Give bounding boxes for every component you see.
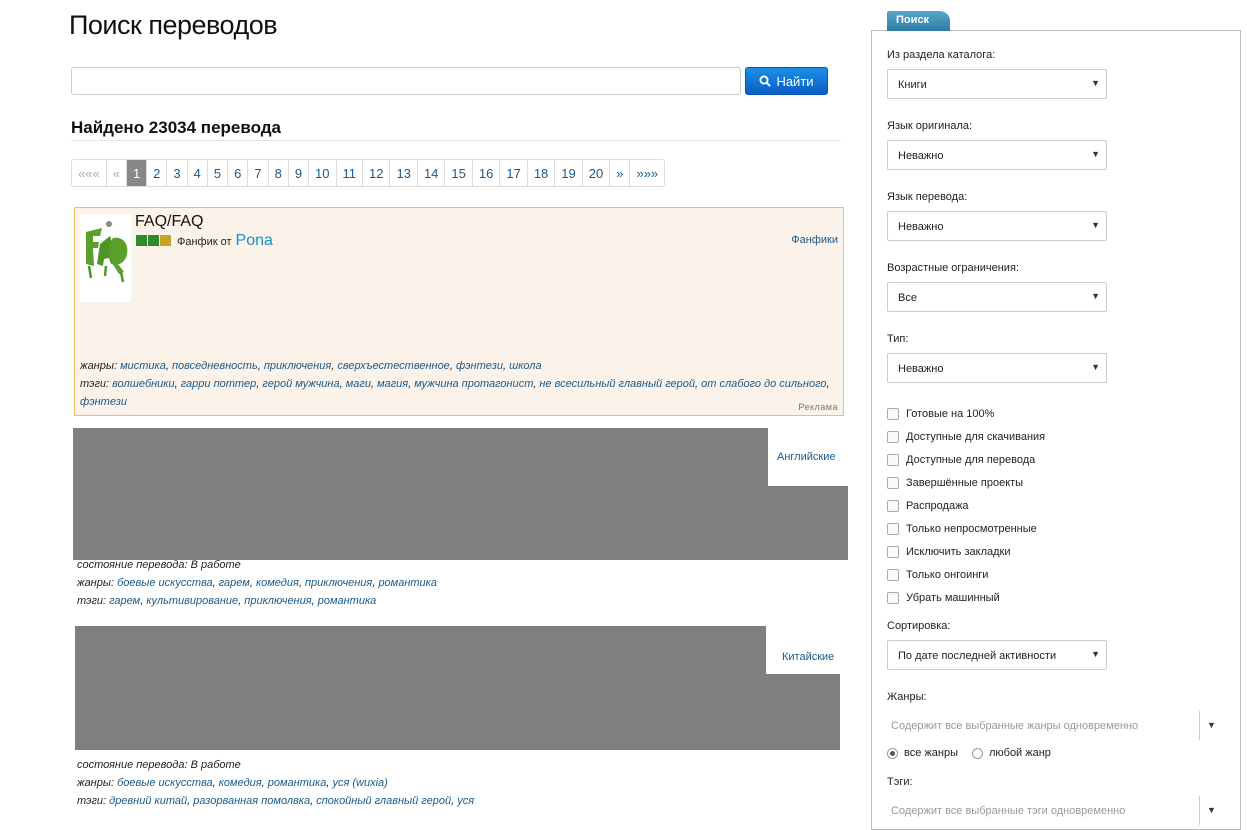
tag-link[interactable]: гарем	[218, 577, 250, 589]
orig-lang-label: Язык оригинала:	[887, 120, 973, 132]
tag-link[interactable]: волшебники	[112, 378, 175, 390]
page-link[interactable]: 18	[527, 160, 554, 186]
result-cover-placeholder	[768, 486, 848, 560]
filter-checkbox[interactable]	[887, 500, 969, 512]
result-category-link[interactable]: Английские	[777, 451, 836, 463]
search-button[interactable]	[745, 67, 828, 95]
checkbox-label[interactable]: Завершённые проекты	[906, 477, 1024, 489]
tag-link[interactable]: комедия	[255, 577, 299, 589]
filter-checkbox[interactable]	[887, 523, 1037, 535]
checkbox[interactable]	[887, 546, 899, 558]
page-link[interactable]: 8	[268, 160, 288, 186]
page-link[interactable]: 5	[207, 160, 227, 186]
age-label: Возрастные ограничения:	[887, 262, 1019, 274]
status-line: состояние перевода: В работе	[77, 559, 241, 571]
tag-link[interactable]: фэнтези	[455, 360, 503, 372]
tag-link[interactable]: приключения	[263, 360, 332, 372]
page-link[interactable]: »»»	[629, 160, 664, 186]
trans-lang-select[interactable]: Неважно ▼	[887, 211, 1107, 241]
author-link[interactable]: Pona	[235, 232, 273, 249]
checkbox[interactable]	[887, 569, 899, 581]
search-input[interactable]	[71, 67, 741, 95]
checkbox[interactable]	[887, 500, 899, 512]
result-cover-placeholder[interactable]	[73, 428, 768, 560]
category-link[interactable]: Фанфики	[791, 234, 838, 246]
filter-checkbox[interactable]	[887, 477, 1023, 489]
checkbox-label[interactable]: Доступные для перевода	[906, 454, 1036, 466]
tag-link[interactable]: приключения	[244, 595, 312, 607]
author-line	[177, 232, 273, 250]
by-label: Фанфик от	[177, 236, 232, 248]
page-link[interactable]: 4	[187, 160, 207, 186]
tag-link[interactable]: повседневность	[171, 360, 258, 372]
featured-title[interactable]: FAQ/FAQ	[135, 213, 204, 230]
page-link[interactable]: 11	[336, 160, 363, 186]
result-meta	[77, 756, 837, 810]
page-link[interactable]: 7	[247, 160, 267, 186]
result-cover-placeholder	[766, 674, 840, 750]
dropdown-arrow-icon: ▼	[1091, 78, 1100, 88]
result-cover-placeholder[interactable]	[75, 626, 766, 750]
page-link[interactable]: 19	[554, 160, 581, 186]
genres-line: жанры: боевые искусства, гарем, комедия, приключения, романтика	[77, 577, 437, 589]
tag-link[interactable]: мужчина протагонист	[414, 378, 534, 390]
tag-link[interactable]: древний китай	[109, 795, 188, 807]
dropdown-arrow-icon[interactable]: ▼	[1207, 720, 1216, 730]
trans-lang-label: Язык перевода:	[887, 191, 968, 203]
dropdown-arrow-icon: ▼	[1091, 220, 1100, 230]
featured-card[interactable]	[74, 207, 844, 416]
radio-all-genres[interactable]	[887, 748, 898, 759]
tag-link[interactable]: от слабого до сильного	[701, 378, 827, 390]
checkbox[interactable]	[887, 454, 899, 466]
tag-link[interactable]: романтика	[317, 595, 377, 607]
tag-link[interactable]: герой мужчина	[262, 378, 340, 390]
page-link[interactable]: 3	[166, 160, 186, 186]
search-button-label: Найти	[776, 73, 814, 89]
tag-link[interactable]: школа	[509, 360, 542, 372]
result-category-link[interactable]: Китайские	[782, 651, 835, 663]
download-icon	[148, 235, 159, 246]
tag-link[interactable]: романтика	[267, 777, 327, 789]
tag-link[interactable]: комедия	[218, 777, 262, 789]
tag-link[interactable]: магия	[377, 378, 409, 390]
tag-link[interactable]: уся	[457, 795, 475, 807]
page-link[interactable]: 2	[146, 160, 166, 186]
tag-link[interactable]: гарем	[109, 595, 141, 607]
catalog-label: Из раздела каталога:	[887, 49, 996, 61]
tag-link[interactable]: боевые искусства	[117, 577, 213, 589]
tag-link[interactable]: боевые искусства	[117, 777, 213, 789]
ad-label: Реклама	[798, 402, 838, 412]
tag-link[interactable]: не всесильный главный герой	[539, 378, 695, 390]
page-link[interactable]: 17	[499, 160, 526, 186]
checkbox[interactable]	[887, 408, 899, 420]
translate-icon	[160, 235, 171, 246]
checkbox-label[interactable]: Только онгоинги	[906, 569, 989, 581]
tag-link[interactable]: гарри поттер	[180, 378, 257, 390]
tag-link[interactable]: разорванная помолвка	[193, 795, 311, 807]
filter-checkbox[interactable]	[887, 408, 994, 420]
tags-label: Тэги:	[887, 776, 913, 788]
page-link[interactable]: 13	[389, 160, 416, 186]
filter-checkbox[interactable]	[887, 431, 1045, 443]
tab-search[interactable]: Поиск	[887, 11, 950, 31]
tags-multiselect[interactable]	[887, 795, 1219, 826]
page-link[interactable]: «	[106, 160, 126, 186]
page-link[interactable]: 6	[227, 160, 247, 186]
filter-checkbox[interactable]	[887, 569, 988, 581]
radio-any-genre[interactable]	[972, 748, 983, 759]
tag-link[interactable]: спокойный главный герой	[316, 795, 452, 807]
page-link[interactable]: »	[609, 160, 629, 186]
sort-label: Сортировка:	[887, 620, 951, 632]
page-link[interactable]: 10	[308, 160, 335, 186]
cover-image[interactable]	[80, 214, 131, 302]
radio-all-genres-label[interactable]: все жанры	[904, 747, 958, 759]
result-meta	[77, 556, 837, 610]
tags-placeholder: Содержит все выбранные тэги одновременно	[891, 805, 1126, 817]
catalog-select[interactable]: Книги ▼	[887, 69, 1107, 99]
radio-any-genre-label[interactable]: любой жанр	[988, 747, 1051, 759]
filter-checkbox[interactable]	[887, 592, 1000, 604]
tag-link[interactable]: романтика	[378, 577, 437, 589]
checkbox-label[interactable]: Убрать машинный	[906, 592, 1000, 604]
tags-line: тэги: гарем, культивирование, приключения, романтика	[77, 595, 377, 607]
checkbox[interactable]	[887, 523, 899, 535]
page-link[interactable]: 15	[444, 160, 471, 186]
page-link[interactable]: 14	[417, 160, 444, 186]
dropdown-arrow-icon[interactable]: ▼	[1207, 805, 1216, 815]
genres-placeholder: Содержит все выбранные жанры одновременно	[891, 720, 1139, 732]
tag-link[interactable]: культивирование	[146, 595, 239, 607]
dropdown-arrow-icon: ▼	[1091, 649, 1100, 659]
page-link[interactable]: «««	[78, 165, 100, 181]
filter-checkbox[interactable]	[887, 454, 1035, 466]
checkbox-label[interactable]: Исключить закладки	[906, 546, 1011, 558]
filter-checkbox[interactable]	[887, 546, 1010, 558]
tags-line: тэги: волшебники, гарри поттер, герой мужчина, маги, магия, мужчина протагонист, не всесильный главный герой, от слабого до сильного, фэнтези	[80, 378, 830, 408]
checkbox-label[interactable]: Распродажа	[906, 500, 969, 512]
checkbox-label[interactable]: Готовые на 100%	[906, 408, 995, 420]
page-link[interactable]: 20	[582, 160, 609, 186]
checkbox[interactable]	[887, 431, 899, 443]
dropdown-arrow-icon: ▼	[1091, 291, 1100, 301]
genres-line: жанры: боевые искусства, комедия, романтика, уся (wuxia)	[77, 777, 388, 789]
genres-mode	[887, 747, 1051, 759]
checkbox-label[interactable]: Доступные для скачивания	[906, 431, 1046, 443]
tags-line: тэги: древний китай, разорванная помолвка, спокойный главный герой, уся	[77, 795, 475, 807]
tag-link[interactable]: сверхъестественное	[337, 360, 450, 372]
dropdown-arrow-icon: ▼	[1091, 362, 1100, 372]
page-link[interactable]: 12	[362, 160, 389, 186]
checkbox-label[interactable]: Только непросмотренные	[906, 523, 1037, 535]
page-title: Поиск переводов	[69, 10, 278, 40]
genres-label: Жанры:	[887, 691, 927, 703]
dropdown-arrow-icon: ▼	[1091, 149, 1100, 159]
type-select[interactable]: Неважно ▼	[887, 353, 1107, 383]
results-count: Найдено 23034 перевода	[71, 118, 281, 137]
pagination	[71, 159, 665, 187]
type-label: Тип:	[887, 333, 909, 345]
divider	[71, 140, 841, 141]
page-link[interactable]: 9	[288, 160, 308, 186]
status-icons	[136, 235, 171, 246]
divider	[1199, 711, 1200, 740]
page-link[interactable]: 1	[126, 160, 146, 186]
checkbox[interactable]	[887, 477, 899, 489]
tag-link[interactable]: фэнтези	[80, 396, 128, 408]
orig-lang-select[interactable]: Неважно ▼	[887, 140, 1107, 170]
tag-link[interactable]: маги	[345, 378, 371, 390]
status-line: состояние перевода: В работе	[77, 759, 241, 771]
genres-multiselect[interactable]	[887, 710, 1219, 741]
featured-meta	[80, 357, 830, 411]
sort-select[interactable]: По дате последней активности ▼	[887, 640, 1107, 670]
checkbox[interactable]	[887, 592, 899, 604]
ready-icon	[136, 235, 147, 246]
age-select[interactable]: Все ▼	[887, 282, 1107, 312]
divider	[1199, 796, 1200, 825]
search-icon	[759, 75, 771, 87]
tag-link[interactable]: уся (wuxia)	[332, 777, 388, 789]
page-link[interactable]: 16	[472, 160, 499, 186]
tag-link[interactable]: мистика	[120, 360, 166, 372]
genres-line: жанры: мистика, повседневность, приключения, сверхъестественное, фэнтези, школа	[80, 360, 542, 372]
tag-link[interactable]: приключения	[304, 577, 373, 589]
